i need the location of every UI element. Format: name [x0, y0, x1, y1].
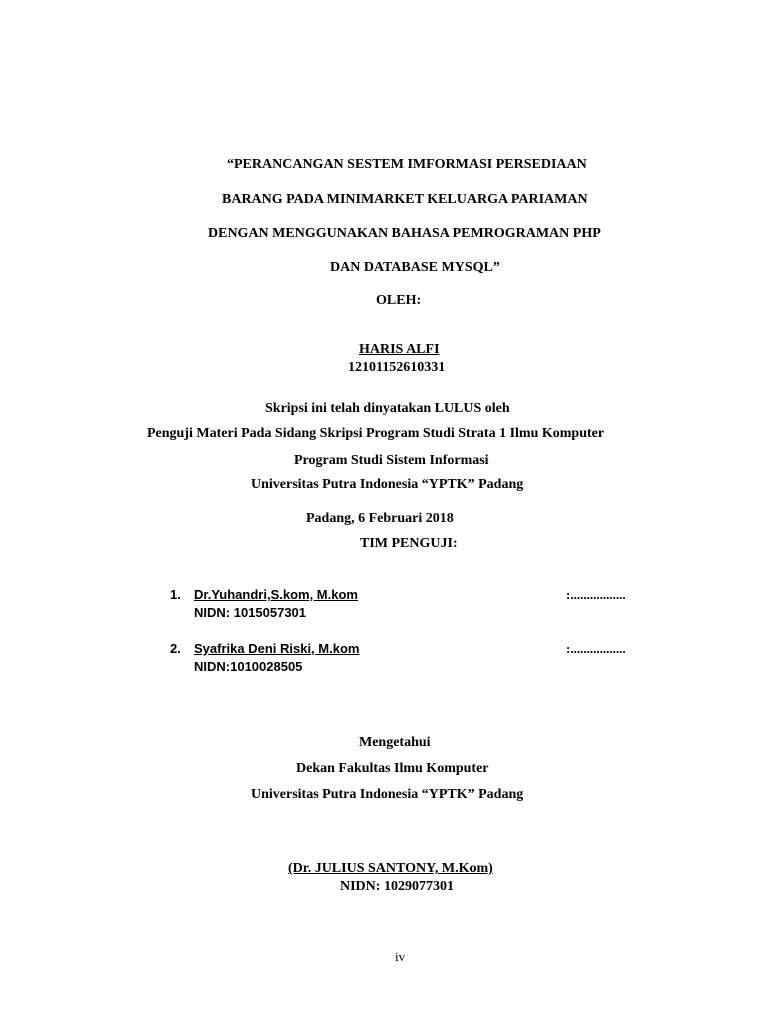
dean-name: (Dr. JULIUS SANTONY, M.Kom)	[288, 861, 493, 876]
statement-line-2: Penguji Materi Pada Sidang Skripsi Program Studi Strata 1 Ilmu Komputer	[147, 426, 605, 441]
page-number: iv	[395, 949, 406, 964]
examiner-number: 2.	[170, 641, 181, 656]
examiner-nidn: NIDN:1010028505	[194, 659, 303, 674]
oleh-label: OLEH:	[376, 293, 422, 308]
dean-nidn: NIDN: 1029077301	[340, 879, 454, 894]
title-line-2: BARANG PADA MINIMARKET KELUARGA PARIAMAN	[222, 192, 588, 207]
examiner-nidn: NIDN: 1015057301	[194, 605, 307, 620]
title-line-3: DENGAN MENGGUNAKAN BAHASA PEMROGRAMAN PHP	[208, 226, 601, 241]
author-name: HARIS ALFI	[359, 342, 440, 357]
author-nim: 12101152610331	[348, 360, 446, 375]
examiner-name: Syafrika Deni Riski, M.kom	[194, 641, 360, 656]
examiner-number: 1.	[170, 587, 181, 602]
title-line-4: DAN DATABASE MYSQL”	[330, 260, 500, 275]
statement-line-1: Skripsi ini telah dinyatakan LULUS oleh	[265, 401, 510, 416]
statement-line-3: Program Studi Sistem Informasi	[294, 453, 489, 468]
statement-line-4: Universitas Putra Indonesia “YPTK” Padang	[251, 477, 524, 492]
dean-university: Universitas Putra Indonesia “YPTK” Padang	[251, 787, 524, 802]
signature-line: :.................	[566, 641, 626, 656]
dean-position: Dekan Fakultas Ilmu Komputer	[296, 761, 489, 776]
place-date: Padang, 6 Februari 2018	[306, 511, 454, 526]
title-line-1: “PERANCANGAN SESTEM IMFORMASI PERSEDIAAN	[227, 157, 587, 172]
examiner-name: Dr.Yuhandri,S.kom, M.kom	[194, 587, 358, 602]
team-heading: TIM PENGUJI:	[360, 536, 458, 551]
mengetahui-label: Mengetahui	[359, 735, 431, 750]
signature-line: :.................	[566, 587, 626, 602]
